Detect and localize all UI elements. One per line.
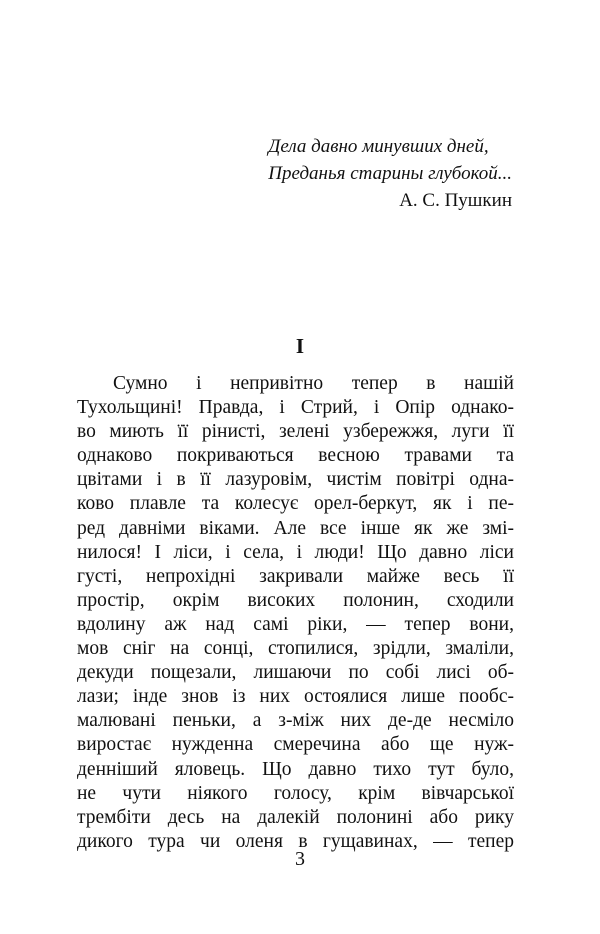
text-line: виростає нужденна смеречина або ще нуж-	[77, 734, 514, 756]
page-number: 3	[295, 848, 305, 870]
text-line: вдолину аж над самі ріки, — тепер вони,	[77, 613, 514, 635]
text-line: однаково покриваються весною травами та	[77, 445, 514, 467]
text-line: малювані пеньки, а з-між них де-де несміло	[77, 710, 514, 732]
text-line: Тухольщині! Правда, і Стрий, і Опір однако-	[77, 397, 514, 419]
chapter-number: I	[295, 334, 305, 358]
epigraph	[268, 133, 512, 214]
text-line: не чути ніякого голосу, крім вівчарської	[77, 782, 514, 804]
text-line: цвітами і в її лазуровім, чистім повітрі одна-	[77, 469, 514, 491]
epigraph-line: Преданья старины глубокой...	[268, 163, 512, 184]
text-line: во миють її рінисті, зелені узбережжя, луги її	[77, 421, 514, 443]
text-line: ково плавле та колесує орел-беркут, як і пе-	[77, 493, 514, 515]
text-line: густі, непрохідні закривали майже весь її	[77, 565, 514, 587]
text-line: Сумно і непривітно тепер в нашій	[113, 373, 514, 394]
text-line: денніший яловець. Що давно тихо тут було,	[77, 758, 514, 780]
text-line: трембіти десь на далекій полонині або рику	[77, 806, 514, 828]
epigraph-author: А. С. Пушкин	[399, 190, 512, 211]
text-line: мов сніг на сонці, стопилися, зрідли, змаліли,	[77, 638, 514, 660]
text-line: ред давніми віками. Але все інше як же змі-	[77, 517, 514, 539]
text-line: простір, окрім високих полонин, сходили	[77, 589, 514, 611]
text-line: дикого тура чи оленя в гущавинах, — тепер	[77, 830, 514, 852]
text-line: лази; інде знов із них остоялися лише пообс-	[77, 686, 514, 708]
body-text	[77, 372, 514, 854]
text-line: декуди пощезали, лишаючи по собі лисі об-	[77, 662, 514, 684]
epigraph-line: Дела давно минувших дней,	[268, 136, 489, 157]
text-line: нилося! І ліси, і села, і люди! Що давно ліси	[77, 541, 514, 563]
